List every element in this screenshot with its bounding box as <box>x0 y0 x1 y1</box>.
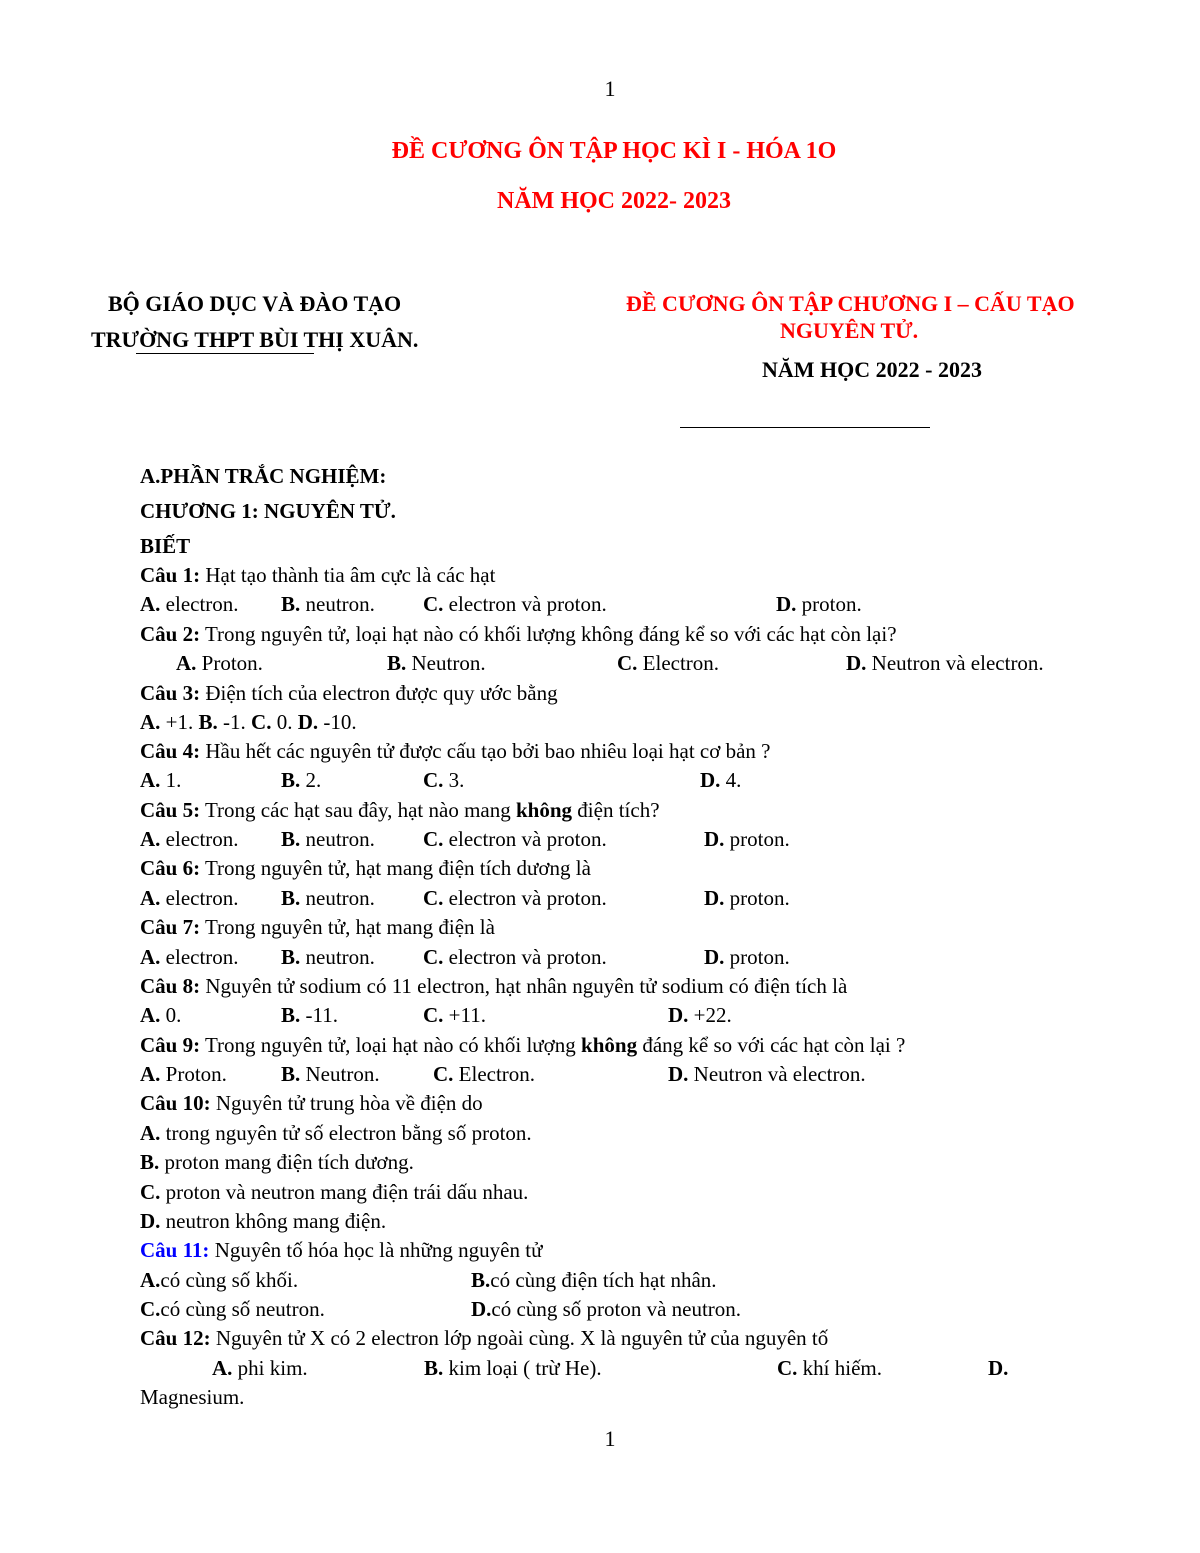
header-divider <box>680 427 930 428</box>
q2-option-a: A. Proton. <box>176 651 263 675</box>
q12-option-a: A. phi kim. <box>212 1356 308 1380</box>
page-number-bottom: 1 <box>604 1426 616 1451</box>
q4-option-c: C. 3. <box>423 768 465 792</box>
question-11: Câu 11: Nguyên tố hóa học là những nguyên tử <box>140 1238 543 1262</box>
q10-option-d: D. neutron không mang điện. <box>140 1209 387 1233</box>
question-5: Câu 5: Trong các hạt sau đây, hạt nào mang không điện tích? <box>140 798 660 822</box>
q11-option-a: A.có cùng số khối. <box>140 1268 299 1292</box>
question-4: Câu 4: Hầu hết các nguyên tử được cấu tạo bởi bao nhiêu loại hạt cơ bản ? <box>140 739 771 763</box>
question-8: Câu 8: Nguyên tử sodium có 11 electron, hạt nhân nguyên tử sodium có điện tích là <box>140 974 848 998</box>
part-heading: A.PHẦN TRẮC NGHIỆM: <box>140 464 387 488</box>
q8-option-d: D. +22. <box>668 1003 732 1027</box>
q2-option-c: C. Electron. <box>617 651 720 675</box>
q8-option-c: C. +11. <box>423 1003 486 1027</box>
q6-option-d: D. proton. <box>704 886 790 910</box>
q11-option-c: C.có cùng số neutron. <box>140 1297 325 1321</box>
q12-option-d-text: Magnesium. <box>140 1385 245 1409</box>
level-heading: BIẾT <box>140 534 191 558</box>
q8-option-a: A. 0. <box>140 1003 182 1027</box>
question-6: Câu 6: Trong nguyên tử, hạt mang điện tích dương là <box>140 856 591 880</box>
document-title: ĐỀ CƯƠNG ÔN TẬP HỌC KÌ I - HÓA 1O <box>391 138 837 164</box>
q7-option-a: A. electron. <box>140 945 239 969</box>
ministry-name: BỘ GIÁO DỤC VÀ ĐÀO TẠO <box>108 291 402 316</box>
question-12: Câu 12: Nguyên tử X có 2 electron lớp ngoài cùng. X là nguyên tử của nguyên tố <box>140 1326 829 1350</box>
q1-option-a: A. electron. <box>140 592 239 616</box>
question-9: Câu 9: Trong nguyên tử, loại hạt nào có khối lượng không đáng kể so với các hạt còn lại ? <box>140 1033 906 1057</box>
q1-option-b: B. neutron. <box>281 592 375 616</box>
q12-option-d-label: D. <box>988 1356 1009 1380</box>
question-7: Câu 7: Trong nguyên tử, hạt mang điện là <box>140 915 495 939</box>
q12-option-b: B. kim loại ( trừ He). <box>424 1356 602 1380</box>
q11-option-d: D.có cùng số proton và neutron. <box>471 1297 742 1321</box>
q1-option-c: C. electron và proton. <box>423 592 607 616</box>
q7-option-c: C. electron và proton. <box>423 945 607 969</box>
q9-option-b: B. Neutron. <box>281 1062 380 1086</box>
q2-option-b: B. Neutron. <box>387 651 486 675</box>
q7-option-d: D. proton. <box>704 945 790 969</box>
chapter-outline-year: NĂM HỌC 2022 - 2023 <box>762 357 982 382</box>
q6-option-a: A. electron. <box>140 886 239 910</box>
q12-option-c: C. khí hiếm. <box>777 1356 882 1380</box>
q11-option-b: B.có cùng điện tích hạt nhân. <box>471 1268 717 1292</box>
q6-option-c: C. electron và proton. <box>423 886 607 910</box>
q2-option-d: D. Neutron và electron. <box>846 651 1044 675</box>
question-3: Câu 3: Điện tích của electron được quy ước bằng <box>140 681 558 705</box>
page-number-top: 1 <box>604 76 616 101</box>
q8-option-b: B. -11. <box>281 1003 338 1027</box>
q4-option-b: B. 2. <box>281 768 322 792</box>
q10-option-c: C. proton và neutron mang điện trái dấu nhau. <box>140 1180 529 1204</box>
q3-options: A. +1. B. -1. C. 0. D. -10. <box>140 710 357 734</box>
q5-option-c: C. electron và proton. <box>423 827 607 851</box>
question-10: Câu 10: Nguyên tử trung hòa về điện do <box>140 1091 483 1115</box>
q9-option-c: C. Electron. <box>433 1062 536 1086</box>
q6-option-b: B. neutron. <box>281 886 375 910</box>
question-1: Câu 1: Hạt tạo thành tia âm cực là các hạt <box>140 563 496 587</box>
q10-option-a: A. trong nguyên tử số electron bằng số proton. <box>140 1121 532 1145</box>
question-11-label: Câu 11: <box>140 1238 210 1262</box>
q1-option-d: D. proton. <box>776 592 862 616</box>
chapter-outline-title-cont: NGUYÊN TỬ. <box>780 318 919 343</box>
school-underline <box>136 353 314 354</box>
school-name: TRƯỜNG THPT BÙI THỊ XUÂN. <box>91 327 419 352</box>
q5-option-a: A. electron. <box>140 827 239 851</box>
chapter-heading: CHƯƠNG 1: NGUYÊN TỬ. <box>140 499 396 523</box>
q9-option-a: A. Proton. <box>140 1062 227 1086</box>
question-2: Câu 2: Trong nguyên tử, loại hạt nào có khối lượng không đáng kể so với các hạt còn lại? <box>140 622 897 646</box>
document-subtitle-year: NĂM HỌC 2022- 2023 <box>497 188 731 214</box>
chapter-outline-title: ĐỀ CƯƠNG ÔN TẬP CHƯƠNG I – CẤU TẠO <box>626 291 1075 316</box>
q4-option-a: A. 1. <box>140 768 182 792</box>
q9-option-d: D. Neutron và electron. <box>668 1062 866 1086</box>
q10-option-b: B. proton mang điện tích dương. <box>140 1150 414 1174</box>
q4-option-d: D. 4. <box>700 768 742 792</box>
q7-option-b: B. neutron. <box>281 945 375 969</box>
q5-option-d: D. proton. <box>704 827 790 851</box>
q5-option-b: B. neutron. <box>281 827 375 851</box>
